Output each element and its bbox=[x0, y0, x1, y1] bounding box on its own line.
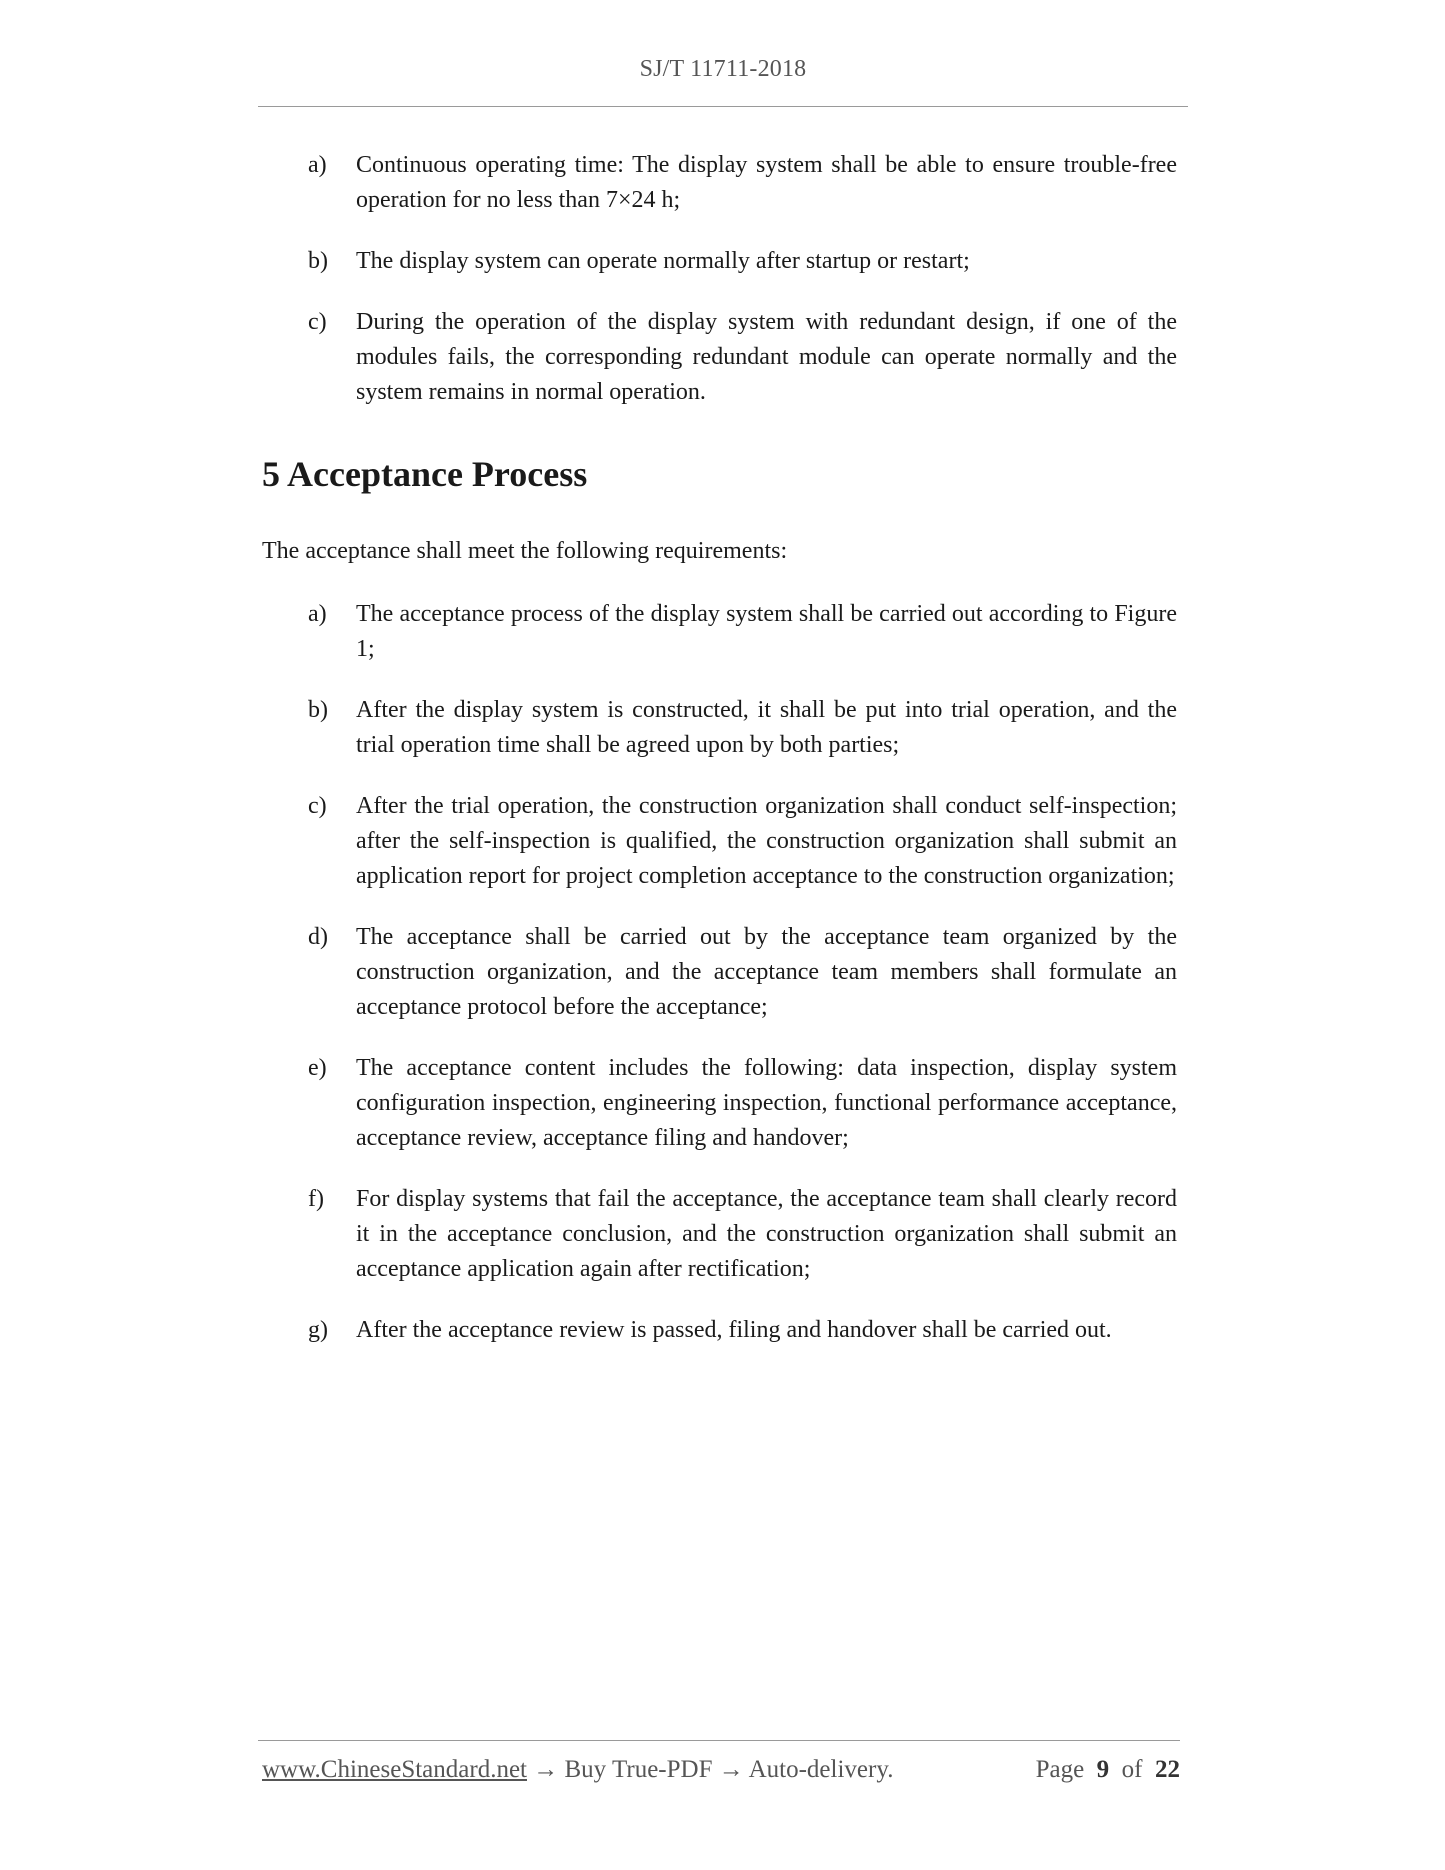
list-item bbox=[262, 920, 1177, 1025]
list-marker: f) bbox=[308, 1186, 324, 1212]
list-marker: e) bbox=[308, 1055, 327, 1081]
list-marker: d) bbox=[308, 924, 328, 950]
requirement-list-continued bbox=[262, 148, 1177, 410]
auto-delivery-text: Auto-delivery. bbox=[748, 1756, 894, 1783]
list-marker: b) bbox=[308, 697, 328, 723]
list-marker: a) bbox=[308, 601, 327, 627]
site-link[interactable]: www.ChineseStandard.net bbox=[262, 1756, 527, 1783]
list-item bbox=[262, 789, 1177, 894]
list-item-text: For display systems that fail the acceptance, the acceptance team shall clearly record it in the acceptance conclusion, and the construction organization shall submit an acceptance application again after rectification; bbox=[356, 1186, 1177, 1282]
buy-true-pdf-text: Buy True-PDF bbox=[564, 1756, 713, 1783]
acceptance-requirement-list bbox=[262, 597, 1177, 1348]
footer-divider bbox=[258, 1740, 1180, 1741]
page-indicator bbox=[1036, 1756, 1180, 1784]
list-item-text: During the operation of the display system with redundant design, if one of the modules fails, the corresponding redundant module can operate normally and the system remains in normal operation. bbox=[356, 309, 1177, 405]
page-number: 9 bbox=[1096, 1756, 1110, 1783]
page-content bbox=[262, 148, 1177, 1374]
list-item bbox=[262, 693, 1177, 763]
list-marker: a) bbox=[308, 152, 327, 178]
list-item-text: The acceptance content includes the following: data inspection, display system configuration inspection, engineering inspection, functional performance acceptance, acceptance review, acceptance filing and handover; bbox=[356, 1055, 1177, 1151]
list-item-text: After the acceptance review is passed, filing and handover shall be carried out. bbox=[356, 1317, 1112, 1343]
list-marker: g) bbox=[308, 1317, 328, 1343]
arrow-right-icon: → bbox=[533, 1756, 559, 1783]
list-item-text: After the trial operation, the construction organization shall conduct self-inspection; after the self-inspection is qualified, the construction organization shall submit an application report for project completion acceptance to the construction organization; bbox=[356, 793, 1177, 889]
footer-promo bbox=[262, 1756, 893, 1784]
list-marker: c) bbox=[308, 793, 327, 819]
list-marker: b) bbox=[308, 248, 328, 274]
list-item-text: The display system can operate normally after startup or restart; bbox=[356, 248, 970, 274]
section-heading: 5 Acceptance Process bbox=[262, 454, 588, 494]
document-code-header: SJ/T 11711-2018 bbox=[639, 56, 807, 82]
section-intro: The acceptance shall meet the following requirements: bbox=[262, 538, 788, 564]
list-item bbox=[262, 148, 1177, 218]
list-item-text: After the display system is constructed, it shall be put into trial operation, and the trial operation time shall be agreed upon by both parties; bbox=[356, 697, 1177, 758]
list-marker: c) bbox=[308, 309, 327, 335]
header-divider bbox=[258, 106, 1188, 107]
list-item bbox=[262, 305, 1177, 410]
list-item-text: The acceptance process of the display system shall be carried out according to Figure 1; bbox=[356, 601, 1177, 662]
list-item bbox=[262, 597, 1177, 667]
of-label: of bbox=[1121, 1756, 1143, 1783]
list-item-text: Continuous operating time: The display system shall be able to ensure trouble-free operation for no less than 7×24 h; bbox=[356, 152, 1177, 213]
page-total: 22 bbox=[1155, 1756, 1180, 1783]
list-item bbox=[262, 1182, 1177, 1287]
list-item bbox=[262, 1313, 1177, 1348]
list-item bbox=[262, 244, 1177, 279]
arrow-right-icon: → bbox=[718, 1756, 744, 1783]
page-label: Page bbox=[1035, 1756, 1085, 1783]
list-item-text: The acceptance shall be carried out by the acceptance team organized by the construction organization, and the acceptance team members shall formulate an acceptance protocol before the acceptance; bbox=[356, 924, 1177, 1020]
list-item bbox=[262, 1051, 1177, 1156]
